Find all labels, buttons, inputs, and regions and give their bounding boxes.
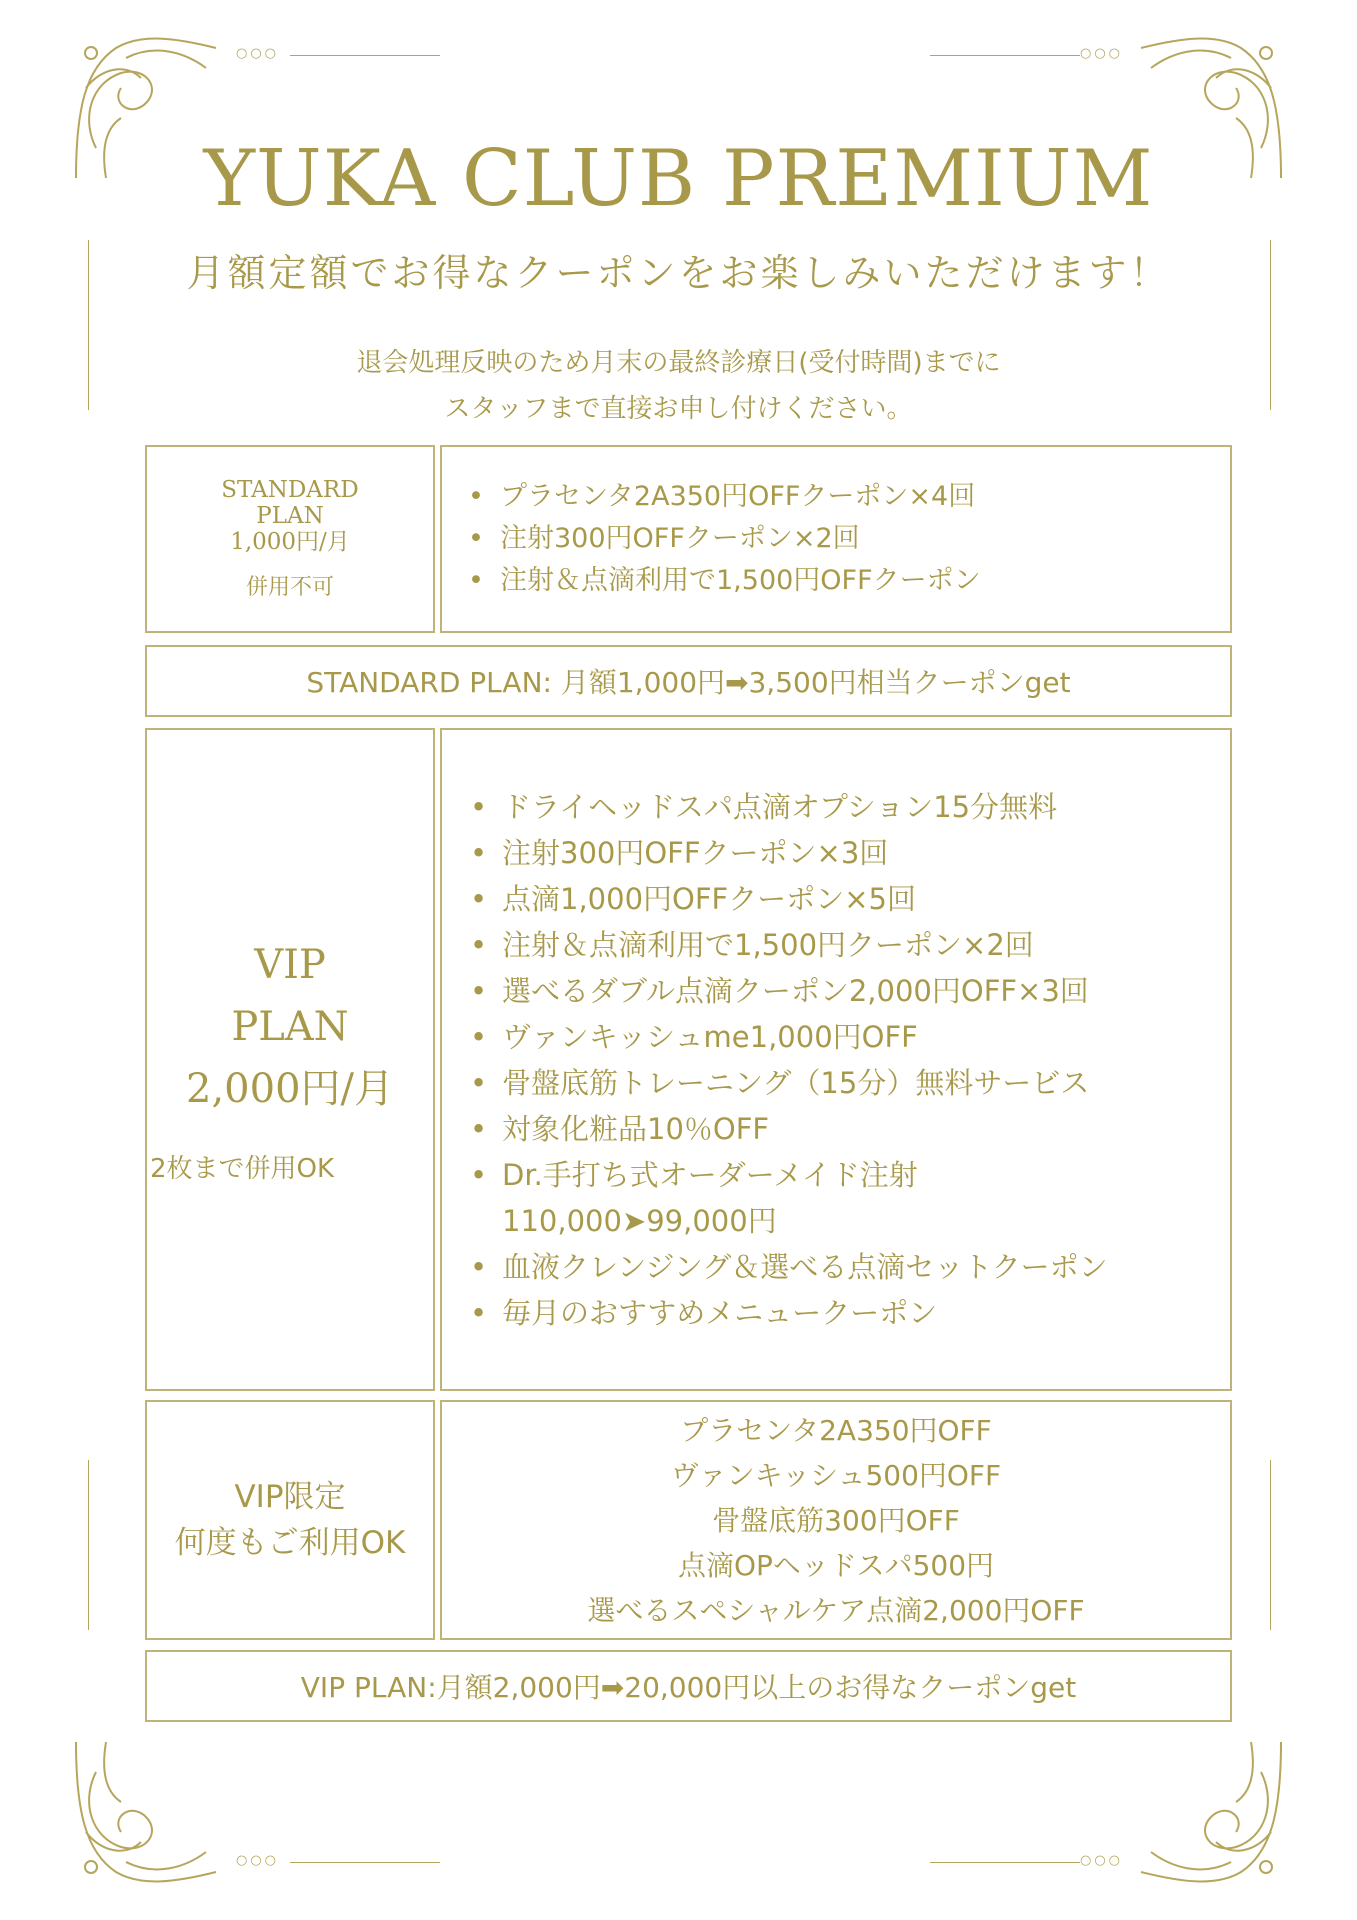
- standard-plan-price: 1,000円/月: [230, 529, 350, 555]
- page-subtitle: 月額定額でお得なクーポンをお楽しみいただけます！: [186, 251, 1171, 295]
- vip-plan-label-box: [145, 728, 435, 1391]
- vip-limited-line2: 何度もご利用OK: [174, 1525, 406, 1561]
- list-item: 点滴OPヘッドスパ500円: [677, 1548, 995, 1582]
- list-item: • 骨盤底筋トレーニング（15分）無料サービス: [464, 1060, 1108, 1106]
- list-item: 骨盤底筋300円OFF: [712, 1503, 960, 1537]
- dot-ornament-bottom-left: ○○○: [236, 1853, 280, 1868]
- dot-ornament-top-right: ○○○: [1080, 46, 1124, 61]
- frame-line-bottom-left: [290, 1862, 440, 1863]
- standard-plan-label-box: [145, 445, 435, 633]
- standard-plan-item-list: [462, 476, 981, 602]
- vip-plan-price: 2,000円/月: [186, 1066, 394, 1112]
- corner-ornament-bottom-right: [1131, 1732, 1291, 1892]
- cancellation-notice: [0, 340, 1357, 432]
- list-item: • Dr.手打ち式オーダーメイド注射: [464, 1152, 1108, 1198]
- frame-line-left-bottom: [88, 1460, 89, 1630]
- corner-ornament-bottom-left: [66, 1732, 226, 1892]
- list-item: プラセンタ2A350円OFF: [680, 1413, 992, 1447]
- standard-plan-name-line1: STANDARD: [221, 477, 359, 503]
- vip-plan-item-list: [464, 784, 1108, 1336]
- standard-plan-note: 併用不可: [245, 575, 334, 600]
- frame-line-top-right: [930, 55, 1080, 56]
- list-item: • ドライヘッドスパ点滴オプション15分無料: [464, 784, 1108, 830]
- vip-plan-summary: VIP PLAN:月額2,000円➡20,000円以上のお得なクーポンget: [300, 1671, 1077, 1704]
- list-item: • ヴァンキッシュme1,000円OFF: [464, 1014, 1108, 1060]
- vip-limited-line1: VIP限定: [234, 1479, 346, 1515]
- list-item: • 点滴1,000円OFFクーポン×5回: [464, 876, 1108, 922]
- list-item: 選べるスペシャルケア点滴2,000円OFF: [587, 1593, 1085, 1627]
- standard-plan-name-line2: PLAN: [256, 503, 324, 529]
- frame-line-bottom-right: [930, 1862, 1080, 1863]
- frame-line-top-left: [290, 55, 440, 56]
- list-item: • 注射＆点滴利用で1,500円OFFクーポン: [462, 560, 981, 602]
- vip-plan-name-line2: PLAN: [231, 1004, 349, 1050]
- vip-plan-name-line1: VIP: [254, 942, 326, 988]
- standard-plan-summary-box: [145, 645, 1232, 717]
- list-item: • 注射300円OFFクーポン×3回: [464, 830, 1108, 876]
- list-item: • プラセンタ2A350円OFFクーポン×4回: [462, 476, 981, 518]
- notice-line-2: スタッフまで直接お申し付けください。: [444, 394, 913, 424]
- vip-plan-summary-box: [145, 1650, 1232, 1722]
- standard-plan-summary: STANDARD PLAN: 月額1,000円➡3,500円相当クーポンget: [306, 666, 1071, 699]
- list-item: • 注射＆点滴利用で1,500円クーポン×2回: [464, 922, 1108, 968]
- standard-plan-items-box: [440, 445, 1232, 633]
- list-item: • 血液クレンジング＆選べる点滴セットクーポン: [464, 1244, 1108, 1290]
- page-title: YUKA CLUB PREMIUM: [203, 134, 1154, 224]
- vip-plan-note: 2枚まで併用OK: [150, 1154, 335, 1184]
- frame-line-right-bottom: [1270, 1460, 1271, 1630]
- list-item-continuation: 110,000➤99,000円: [502, 1203, 777, 1238]
- list-item: • 対象化粧品10％OFF: [464, 1106, 1108, 1152]
- vip-limited-items-box: [440, 1400, 1232, 1640]
- dot-ornament-top-left: ○○○: [236, 46, 280, 61]
- list-item: • 選べるダブル点滴クーポン2,000円OFF×3回: [464, 968, 1108, 1014]
- list-item: • 注射300円OFFクーポン×2回: [462, 518, 981, 560]
- vip-limited-label-box: [145, 1400, 435, 1640]
- vip-limited-item-list: [587, 1408, 1084, 1633]
- notice-line-1: 退会処理反映のため月末の最終診療日(受付時間)までに: [356, 348, 1001, 378]
- list-item: • 毎月のおすすめメニュークーポン: [464, 1290, 1108, 1336]
- vip-plan-items-box: [440, 728, 1232, 1391]
- list-item: ヴァンキッシュ500円OFF: [670, 1458, 1002, 1492]
- dot-ornament-bottom-right: ○○○: [1080, 1853, 1124, 1868]
